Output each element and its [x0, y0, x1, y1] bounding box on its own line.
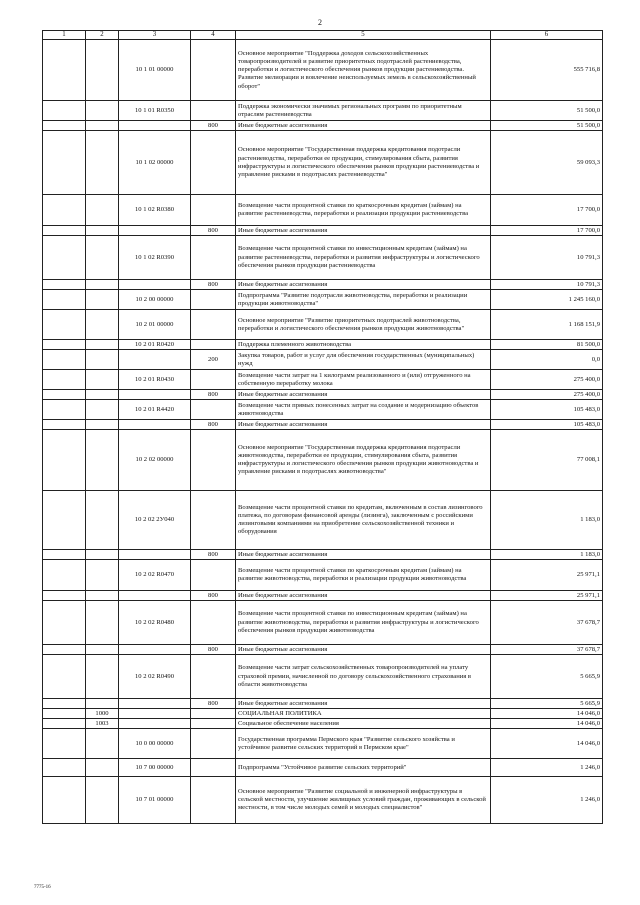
- subsection-code-cell: [86, 350, 119, 370]
- target-article-cell: [119, 591, 191, 601]
- target-article-cell: [119, 699, 191, 709]
- amount-cell: 51 500,0: [491, 101, 603, 121]
- description-cell: Иные бюджетные ассигнования: [236, 390, 491, 400]
- expense-type-cell: [191, 290, 236, 310]
- table-row: [43, 400, 603, 420]
- description-cell: Социальное обеспечение населения: [236, 719, 491, 729]
- description-cell: Иные бюджетные ассигнования: [236, 591, 491, 601]
- subsection-code-cell: [86, 601, 119, 645]
- subsection-code-cell: [86, 236, 119, 280]
- section-code-cell: [43, 131, 86, 195]
- target-article-cell: 10 2 02 R0470: [119, 560, 191, 591]
- subsection-code-cell: [86, 699, 119, 709]
- amount-cell: 51 500,0: [491, 121, 603, 131]
- table-row: [43, 370, 603, 390]
- expense-type-cell: 800: [191, 420, 236, 430]
- section-code-cell: [43, 400, 86, 420]
- target-article-cell: 10 2 01 R0420: [119, 340, 191, 350]
- amount-cell: 1 246,0: [491, 777, 603, 824]
- amount-cell: 5 665,9: [491, 655, 603, 699]
- expense-type-cell: 800: [191, 280, 236, 290]
- table-header-row: [43, 31, 603, 40]
- description-cell: Иные бюджетные ассигнования: [236, 699, 491, 709]
- expense-type-cell: [191, 491, 236, 550]
- target-article-cell: 10 1 02 R0380: [119, 195, 191, 226]
- amount-cell: 37 678,7: [491, 601, 603, 645]
- amount-cell: 1 246,0: [491, 759, 603, 777]
- expense-type-cell: [191, 131, 236, 195]
- amount-cell: 1 183,0: [491, 550, 603, 560]
- subsection-code-cell: [86, 777, 119, 824]
- subsection-code-cell: [86, 290, 119, 310]
- target-article-cell: [119, 709, 191, 719]
- table-row: [43, 560, 603, 591]
- amount-cell: 14 046,0: [491, 709, 603, 719]
- subsection-code-cell: [86, 131, 119, 195]
- amount-cell: 105 483,0: [491, 420, 603, 430]
- section-code-cell: [43, 777, 86, 824]
- column-header: 2: [86, 31, 119, 40]
- expense-type-cell: [191, 101, 236, 121]
- table-row: [43, 236, 603, 280]
- table-row: [43, 591, 603, 601]
- section-code-cell: [43, 729, 86, 759]
- target-article-cell: 10 2 01 R0430: [119, 370, 191, 390]
- target-article-cell: 10 2 01 R4420: [119, 400, 191, 420]
- target-article-cell: [119, 226, 191, 236]
- subsection-code-cell: [86, 420, 119, 430]
- target-article-cell: [119, 350, 191, 370]
- expense-type-cell: [191, 340, 236, 350]
- table-row: [43, 226, 603, 236]
- amount-cell: 14 046,0: [491, 719, 603, 729]
- expense-type-cell: [191, 430, 236, 491]
- table-row: [43, 645, 603, 655]
- expense-type-cell: [191, 709, 236, 719]
- description-cell: Возмещение части затрат сельскохозяйственных товаропроизводителей на уплату страховой премии, начисленной по договору сельскохозяйственного страхования в области животноводства: [236, 655, 491, 699]
- target-article-cell: [119, 420, 191, 430]
- amount-cell: 10 791,3: [491, 236, 603, 280]
- target-article-cell: 10 1 01 00000: [119, 40, 191, 101]
- target-article-cell: [119, 719, 191, 729]
- table-row: [43, 121, 603, 131]
- table-row: [43, 759, 603, 777]
- description-cell: Возмещение части затрат на 1 килограмм реализованного и (или) отгруженного на собственную переработку молока: [236, 370, 491, 390]
- target-article-cell: 10 7 00 00000: [119, 759, 191, 777]
- table-row: [43, 40, 603, 101]
- target-article-cell: 10 2 01 00000: [119, 310, 191, 340]
- amount-cell: 1 168 151,9: [491, 310, 603, 340]
- table-row: [43, 290, 603, 310]
- column-header: 5: [236, 31, 491, 40]
- table-row: [43, 340, 603, 350]
- description-cell: Возмещение части процентной ставки по краткосрочным кредитам (займам) на развитие растениеводства, переработки и реализации продукции растениеводства: [236, 195, 491, 226]
- section-code-cell: [43, 719, 86, 729]
- expense-type-cell: [191, 40, 236, 101]
- subsection-code-cell: [86, 400, 119, 420]
- table-row: [43, 709, 603, 719]
- expense-type-cell: [191, 236, 236, 280]
- table-row: [43, 420, 603, 430]
- amount-cell: 555 716,8: [491, 40, 603, 101]
- description-cell: Закупка товаров, работ и услуг для обеспечения государственных (муниципальных) нужд: [236, 350, 491, 370]
- budget-table: [42, 30, 603, 824]
- expense-type-cell: 800: [191, 550, 236, 560]
- subsection-code-cell: [86, 226, 119, 236]
- subsection-code-cell: [86, 645, 119, 655]
- expense-type-cell: [191, 310, 236, 340]
- section-code-cell: [43, 310, 86, 340]
- subsection-code-cell: [86, 491, 119, 550]
- subsection-code-cell: [86, 390, 119, 400]
- section-code-cell: [43, 370, 86, 390]
- table-row: [43, 430, 603, 491]
- subsection-code-cell: [86, 759, 119, 777]
- column-header: 6: [491, 31, 603, 40]
- page-number: 2: [318, 18, 322, 27]
- target-article-cell: 10 2 00 00000: [119, 290, 191, 310]
- footer-code: 7775-16: [34, 885, 51, 890]
- table-row: [43, 601, 603, 645]
- description-cell: Возмещение части процентной ставки по инвестиционным кредитам (займам) на развитие растениеводства, переработки и развития инфраструктуры и логистического обеспечения рынков продукции растениеводства: [236, 236, 491, 280]
- target-article-cell: 10 1 02 R0390: [119, 236, 191, 280]
- subsection-code-cell: [86, 729, 119, 759]
- table-row: [43, 729, 603, 759]
- expense-type-cell: [191, 370, 236, 390]
- expense-type-cell: 800: [191, 699, 236, 709]
- description-cell: Поддержка племенного животноводства: [236, 340, 491, 350]
- amount-cell: 0,0: [491, 350, 603, 370]
- subsection-code-cell: [86, 280, 119, 290]
- table-row: [43, 195, 603, 226]
- section-code-cell: [43, 550, 86, 560]
- expense-type-cell: 800: [191, 121, 236, 131]
- section-code-cell: [43, 709, 86, 719]
- table-row: [43, 550, 603, 560]
- subsection-code-cell: [86, 550, 119, 560]
- amount-cell: 25 971,1: [491, 560, 603, 591]
- section-code-cell: [43, 759, 86, 777]
- expense-type-cell: [191, 560, 236, 591]
- table-row: [43, 131, 603, 195]
- description-cell: Основное мероприятие "Государственная поддержка кредитования подотрасли животноводства, переработки ее продукции, стимулирования сбыта, развития инфраструктуры и логистического обеспечения рынков продукции животноводства и управление рисками в подотраслях животноводства": [236, 430, 491, 491]
- expense-type-cell: [191, 601, 236, 645]
- expense-type-cell: [191, 400, 236, 420]
- description-cell: Поддержка экономически значимых региональных программ по приоритетным отраслям растениеводства: [236, 101, 491, 121]
- description-cell: Основное мероприятие "Поддержка доходов сельскохозяйственных товаропроизводителей и развитие приоритетных подотраслей растениеводства, переработки и логистического обеспечения рынков продукции растениеводства. Развитие мелиорации и вовлечение неиспользуемых земель в сельскохозяйственный оборот": [236, 40, 491, 101]
- description-cell: Основное мероприятие "Развитие приоритетных подотраслей животноводства, переработки и логистического обеспечения рынков продукции животноводства": [236, 310, 491, 340]
- subsection-code-cell: [86, 591, 119, 601]
- subsection-code-cell: [86, 195, 119, 226]
- amount-cell: 5 665,9: [491, 699, 603, 709]
- amount-cell: 105 483,0: [491, 400, 603, 420]
- target-article-cell: [119, 645, 191, 655]
- expense-type-cell: 800: [191, 645, 236, 655]
- amount-cell: 275 400,0: [491, 370, 603, 390]
- column-header: 4: [191, 31, 236, 40]
- subsection-code-cell: [86, 310, 119, 340]
- target-article-cell: 10 2 02 2У040: [119, 491, 191, 550]
- section-code-cell: [43, 340, 86, 350]
- description-cell: Государственная программа Пермского края "Развитие сельского хозяйства и устойчивое развитие сельских территорий в Пермском крае": [236, 729, 491, 759]
- description-cell: Иные бюджетные ассигнования: [236, 645, 491, 655]
- column-header: 1: [43, 31, 86, 40]
- amount-cell: 1 245 160,0: [491, 290, 603, 310]
- table-row: [43, 491, 603, 550]
- expense-type-cell: [191, 655, 236, 699]
- description-cell: Иные бюджетные ассигнования: [236, 420, 491, 430]
- expense-type-cell: [191, 195, 236, 226]
- amount-cell: 77 008,1: [491, 430, 603, 491]
- expense-type-cell: [191, 719, 236, 729]
- table-row: [43, 390, 603, 400]
- amount-cell: 17 700,0: [491, 195, 603, 226]
- section-code-cell: [43, 236, 86, 280]
- target-article-cell: 10 2 02 R0480: [119, 601, 191, 645]
- description-cell: Возмещение части прямых понесенных затрат на создание и модернизацию объектов животноводства: [236, 400, 491, 420]
- description-cell: Иные бюджетные ассигнования: [236, 280, 491, 290]
- subsection-code-cell: [86, 560, 119, 591]
- description-cell: Основное мероприятие "Развитие социальной и инженерной инфраструктуры в сельской местности, улучшение жилищных условий граждан, проживающих в сельской местности, в том числе молодых семей и молодых специалистов": [236, 777, 491, 824]
- table-body: [43, 40, 603, 824]
- subsection-code-cell: [86, 655, 119, 699]
- target-article-cell: 10 2 02 00000: [119, 430, 191, 491]
- section-code-cell: [43, 390, 86, 400]
- description-cell: Основное мероприятие "Государственная поддержка кредитования подотрасли растениеводства, переработки ее продукции, стимулирования сбыта, развития инфраструктуры и логистического обеспечения рынков продукции растениеводства и управление рисками в подотраслях растениеводства": [236, 131, 491, 195]
- subsection-code-cell: [86, 101, 119, 121]
- section-code-cell: [43, 226, 86, 236]
- section-code-cell: [43, 101, 86, 121]
- target-article-cell: [119, 121, 191, 131]
- section-code-cell: [43, 645, 86, 655]
- amount-cell: 81 500,0: [491, 340, 603, 350]
- target-article-cell: 10 1 01 R0350: [119, 101, 191, 121]
- section-code-cell: [43, 699, 86, 709]
- amount-cell: 59 093,3: [491, 131, 603, 195]
- description-cell: Иные бюджетные ассигнования: [236, 226, 491, 236]
- amount-cell: 37 678,7: [491, 645, 603, 655]
- section-code-cell: [43, 420, 86, 430]
- section-code-cell: [43, 290, 86, 310]
- section-code-cell: [43, 560, 86, 591]
- section-code-cell: [43, 430, 86, 491]
- section-code-cell: [43, 350, 86, 370]
- expense-type-cell: [191, 777, 236, 824]
- section-code-cell: [43, 195, 86, 226]
- description-cell: Иные бюджетные ассигнования: [236, 550, 491, 560]
- description-cell: Иные бюджетные ассигнования: [236, 121, 491, 131]
- section-code-cell: [43, 591, 86, 601]
- target-article-cell: [119, 390, 191, 400]
- description-cell: Возмещение части процентной ставки по краткосрочным кредитам (займам) на развитие животноводства, переработки и реализации продукции животноводства: [236, 560, 491, 591]
- expense-type-cell: [191, 759, 236, 777]
- amount-cell: 17 700,0: [491, 226, 603, 236]
- target-article-cell: 10 2 02 R0490: [119, 655, 191, 699]
- target-article-cell: [119, 550, 191, 560]
- description-cell: СОЦИАЛЬНАЯ ПОЛИТИКА: [236, 709, 491, 719]
- description-cell: Возмещение части процентной ставки по кредитам, включенным в состав лизингового платежа, по договорам финансовой аренды (лизинга), заключенным с российскими лизинговыми компаниями на приобретение сельскохозяйственной техники и оборудования: [236, 491, 491, 550]
- section-code-cell: [43, 601, 86, 645]
- amount-cell: 1 183,0: [491, 491, 603, 550]
- target-article-cell: 10 0 00 00000: [119, 729, 191, 759]
- target-article-cell: [119, 280, 191, 290]
- table-row: [43, 699, 603, 709]
- expense-type-cell: 800: [191, 390, 236, 400]
- table-row: [43, 280, 603, 290]
- table-row: [43, 719, 603, 729]
- subsection-code-cell: [86, 40, 119, 101]
- section-code-cell: [43, 280, 86, 290]
- column-header: 3: [119, 31, 191, 40]
- table-row: [43, 777, 603, 824]
- table-row: [43, 655, 603, 699]
- amount-cell: 10 791,3: [491, 280, 603, 290]
- subsection-code-cell: [86, 121, 119, 131]
- description-cell: Подпрограмма "Развитие подотрасли животноводства, переработки и реализации продукции животноводства": [236, 290, 491, 310]
- table-row: [43, 350, 603, 370]
- expense-type-cell: 200: [191, 350, 236, 370]
- expense-type-cell: 800: [191, 591, 236, 601]
- table-row: [43, 101, 603, 121]
- amount-cell: 275 400,0: [491, 390, 603, 400]
- expense-type-cell: 800: [191, 226, 236, 236]
- subsection-code-cell: 1003: [86, 719, 119, 729]
- target-article-cell: 10 7 01 00000: [119, 777, 191, 824]
- section-code-cell: [43, 655, 86, 699]
- description-cell: Возмещение части процентной ставки по инвестиционным кредитам (займам) на развитие животноводства, переработки и развития инфраструктуры и логистического обеспечения рынков продукции животноводства: [236, 601, 491, 645]
- expense-type-cell: [191, 729, 236, 759]
- subsection-code-cell: [86, 370, 119, 390]
- subsection-code-cell: [86, 430, 119, 491]
- subsection-code-cell: [86, 340, 119, 350]
- description-cell: Подпрограмма "Устойчивое развитие сельских территорий": [236, 759, 491, 777]
- target-article-cell: 10 1 02 00000: [119, 131, 191, 195]
- table-row: [43, 310, 603, 340]
- section-code-cell: [43, 491, 86, 550]
- section-code-cell: [43, 121, 86, 131]
- subsection-code-cell: 1000: [86, 709, 119, 719]
- section-code-cell: [43, 40, 86, 101]
- amount-cell: 25 971,1: [491, 591, 603, 601]
- amount-cell: 14 046,0: [491, 729, 603, 759]
